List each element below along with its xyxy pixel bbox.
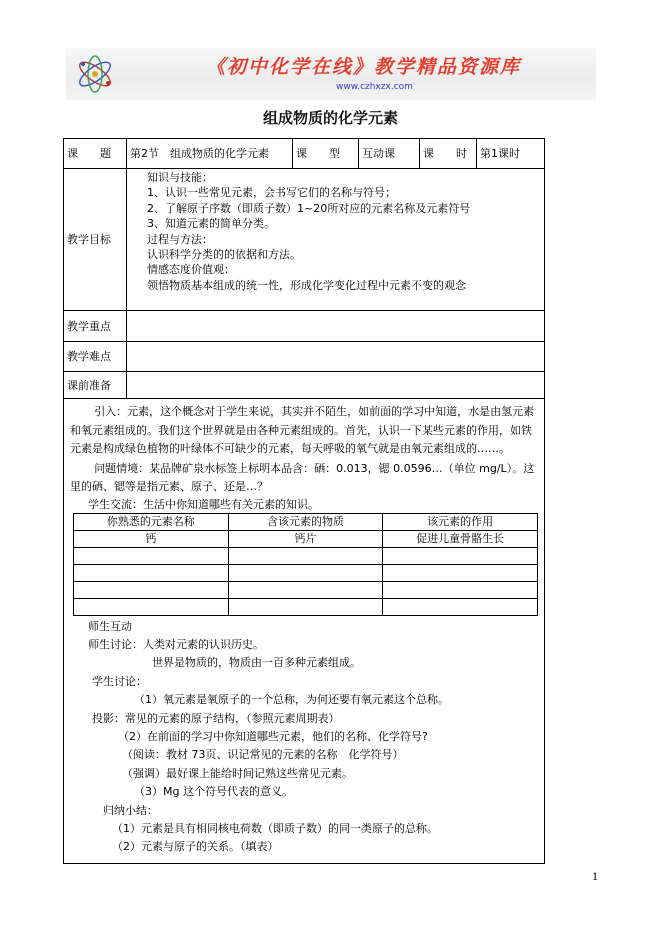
lesson-body — [64, 399, 545, 864]
intro-paragraph: 引入：元素，这个概念对于学生来说，其实并不陌生，如前面的学习中知道，水是由氢元素和氧元素组成的。我们这个世界就是由各种元素组成的。首先，认识一下某些元素的作用，如铁元素是构成绿色植物的叶绿体不可缺少的元素，每天呼吸的氧气就是由氧元素组成的……。 — [70, 405, 535, 455]
element-table-cell — [74, 547, 229, 564]
element-table-cell — [74, 564, 229, 581]
element-table-header-cell: 含该元素的物质 — [228, 513, 383, 530]
preparation-label: 课前准备 — [64, 372, 127, 399]
type-label: 课 型 — [293, 139, 359, 169]
key-points-value — [127, 311, 545, 342]
body-line: 投影：常见的元素的原子结构，（参照元素周期表） — [92, 711, 340, 725]
header-row — [64, 139, 545, 169]
key-points-row — [64, 311, 545, 342]
element-table-header — [74, 513, 538, 530]
body-line: 归纳小结： — [103, 803, 158, 817]
body-line: （3）Mg 这个符号代表的意义。 — [134, 785, 293, 799]
body-line: （2）在前面的学习中你知道哪些元素，他们的名称、化学符号? — [118, 729, 428, 743]
difficult-points-label: 教学难点 — [64, 342, 127, 372]
element-table-cell — [228, 581, 383, 598]
element-table-cell: 钙片 — [228, 530, 383, 547]
hours-value: 第1课时 — [477, 139, 545, 169]
element-table-row — [74, 598, 538, 615]
lesson-body-row — [64, 399, 545, 864]
hours-label: 课 时 — [420, 139, 477, 169]
key-points-label: 教学重点 — [64, 311, 127, 342]
element-table-cell — [383, 547, 538, 564]
question-paragraph: 问题情境：某品牌矿泉水标签上标明本品含：硒：0.013，锶 0.0596…（单位 mg/L）。这里的硒、锶等是指元素、原子、还是…？ — [70, 461, 535, 493]
body-line: 师生讨论：人类对元素的认识历史。 — [88, 637, 264, 651]
body-line: （1）氧元素是氧原子的一个总称，为何还要有氧元素这个总称。 — [134, 693, 449, 707]
element-table-header-cell: 你熟悉的元素名称 — [74, 513, 229, 530]
type-value: 互动课 — [359, 139, 420, 169]
goal-line: 2、了解原子序数（即质子数）1~20所对应的元素名称及元素符号 — [147, 201, 471, 215]
element-table-row — [74, 547, 538, 564]
element-table-cell: 钙 — [74, 530, 229, 547]
element-table-cell — [228, 598, 383, 615]
body-line: （阅读：教材 73页、识记常见的元素的名称 化学符号） — [122, 748, 404, 762]
element-table-cell — [74, 598, 229, 615]
goals-content — [127, 169, 545, 311]
goal-line: 领悟物质基本组成的统一性，形成化学变化过程中元素不变的观念 — [147, 278, 466, 292]
body-line: （2）元素与原子的关系。（填表） — [112, 840, 279, 854]
page-title: 组成物质的化学元素 — [262, 109, 398, 127]
element-table-row — [74, 530, 538, 547]
goals-label: 教学目标 — [64, 169, 127, 311]
element-table-cell — [383, 564, 538, 581]
element-table-row — [74, 581, 538, 598]
element-table-cell — [383, 598, 538, 615]
element-table-cell — [383, 581, 538, 598]
body-line: 世界是物质的，物质由一百多种元素组成。 — [152, 656, 361, 670]
goal-line: 知识与技能： — [147, 171, 213, 184]
element-table-cell — [74, 581, 229, 598]
exchange-line: 学生交流：生活中你知道哪些有关元素的知识。 — [88, 497, 319, 511]
difficult-points-value — [127, 342, 545, 372]
preparation-value — [127, 372, 545, 399]
element-table-header-cell: 该元素的作用 — [383, 513, 538, 530]
goal-line: 认识科学分类的的依据和方法。 — [147, 248, 301, 262]
element-table-row — [74, 564, 538, 581]
goal-line: 过程与方法： — [147, 232, 213, 246]
banner-url: www.czhxzx.com — [336, 82, 413, 92]
body-line: 学生讨论： — [92, 674, 147, 688]
difficult-points-row — [64, 342, 545, 372]
preparation-row — [64, 372, 545, 399]
atom-logo-icon — [72, 52, 118, 96]
goals-row — [64, 169, 545, 311]
element-table-cell: 促进儿童骨骼生长 — [383, 530, 538, 547]
element-table-cell — [228, 547, 383, 564]
body-line: （1）元素是具有相同核电荷数（即质子数）的同一类原子的总称。 — [112, 821, 438, 835]
element-table — [73, 513, 538, 616]
body-line: 师生互动 — [88, 619, 132, 633]
goal-line: 情感态度价值观： — [147, 263, 235, 277]
lesson-plan-table — [63, 138, 545, 864]
goal-line: 3、知道元素的简单分类。 — [147, 217, 275, 231]
page-number: 1 — [592, 872, 599, 883]
course-label: 课 题 — [64, 139, 127, 169]
element-table-cell — [228, 564, 383, 581]
header-banner — [66, 48, 596, 100]
course-value: 第2节 组成物质的化学元素 — [127, 139, 293, 169]
banner-title: 《初中化学在线》教学精品资源库 — [206, 56, 522, 78]
body-line: （强调）最好课上能给时间记熟这些常见元素。 — [122, 766, 353, 780]
goal-line: 1、认识一些常见元素，会书写它们的名称与符号； — [147, 186, 396, 200]
